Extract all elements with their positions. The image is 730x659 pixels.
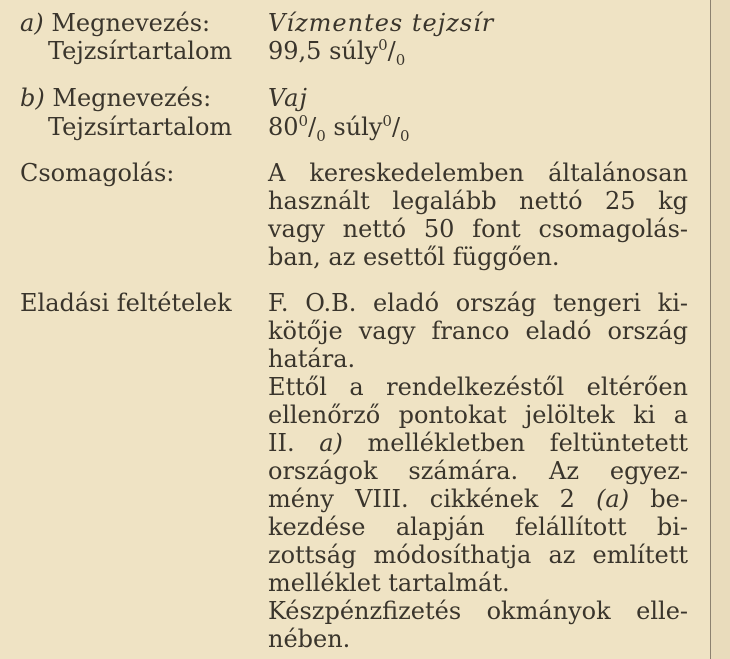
sales-terms-line-5: ellenőrző pontokat jelöltek ki a xyxy=(268,401,688,429)
sales-terms-line-10: zottság módosíthatja az említett xyxy=(268,541,688,569)
item-b-name-label xyxy=(20,85,211,111)
item-b-fat-number: 80 xyxy=(268,113,299,141)
item-a-fat-label: Tejzsírtartalom xyxy=(48,37,233,65)
sales-terms-line-11: melléklet tartalmát. xyxy=(268,569,510,597)
sales-terms-line-6-text: II. a) mellékletben feltüntetett xyxy=(268,429,689,457)
item-a-fat-number: 99,5 xyxy=(268,37,322,65)
sales-terms-line-3: határa. xyxy=(268,345,356,373)
item-a-name-value: Vízmentes tejzsír xyxy=(268,9,495,37)
item-b-name-value: Vaj xyxy=(268,84,308,112)
item-a-fat-unit: súly xyxy=(329,37,379,65)
sales-terms-line-4: Ettől a rendelkezéstől eltérően xyxy=(268,373,688,401)
item-b-fat-unit: súly xyxy=(333,113,383,141)
item-b-fat-slash-b: / xyxy=(391,113,401,141)
item-b-marker: b) xyxy=(20,84,45,112)
item-b-fat-value xyxy=(268,112,688,145)
page-edge xyxy=(710,0,730,659)
packaging-label: Csomagolás: xyxy=(20,159,175,187)
packaging-line-3: vagy nettó 50 font csomagolás- xyxy=(268,215,688,243)
sales-terms-line-7: országok számára. Az egyez- xyxy=(268,457,688,485)
sales-terms-line-2: kötője vagy franco eladó ország xyxy=(268,317,688,345)
item-a-fat-slash: / xyxy=(387,37,396,65)
item-a-fat-sup: 0 xyxy=(378,36,388,54)
sales-terms-line-8: mény VIII. cikkének 2 (a) be- xyxy=(268,485,688,513)
sales-terms-line-12: Készpénzfizetés okmányok elle- xyxy=(268,597,688,625)
item-b-fat-label: Tejzsírtartalom xyxy=(48,113,233,141)
sales-terms-label: Eladási feltételek xyxy=(20,289,232,317)
item-b-label1: Megnevezés: xyxy=(52,84,212,112)
item-a-fat-sub: 0 xyxy=(395,50,406,69)
sales-terms-line-13: nében. xyxy=(268,625,351,653)
item-b-fat-sup-a: 0 xyxy=(298,112,309,130)
item-a-name-label xyxy=(20,10,210,36)
item-a-fat-value xyxy=(268,36,688,69)
item-b-fat-sub-b: 0 xyxy=(400,126,410,145)
packaging-line-1: A kereskedelemben általánosan xyxy=(268,159,688,187)
item-a-marker: a) xyxy=(20,9,44,37)
item-a-label1: Megnevezés: xyxy=(51,9,211,37)
sales-terms-line-6 xyxy=(268,430,688,456)
packaging-line-2: használt legalább nettó 25 kg xyxy=(268,187,688,215)
sales-terms-line-9: kezdése alapján felállított bi- xyxy=(268,513,688,541)
item-b-fat-sup-b: 0 xyxy=(382,112,392,130)
packaging-line-4: ban, az esettől függően. xyxy=(268,243,560,271)
item-b-fat-sub-a: 0 xyxy=(316,126,326,145)
sales-terms-line-1: F. O.B. eladó ország tengeri ki- xyxy=(268,289,688,317)
item-b-fat-slash-a: / xyxy=(308,113,317,141)
